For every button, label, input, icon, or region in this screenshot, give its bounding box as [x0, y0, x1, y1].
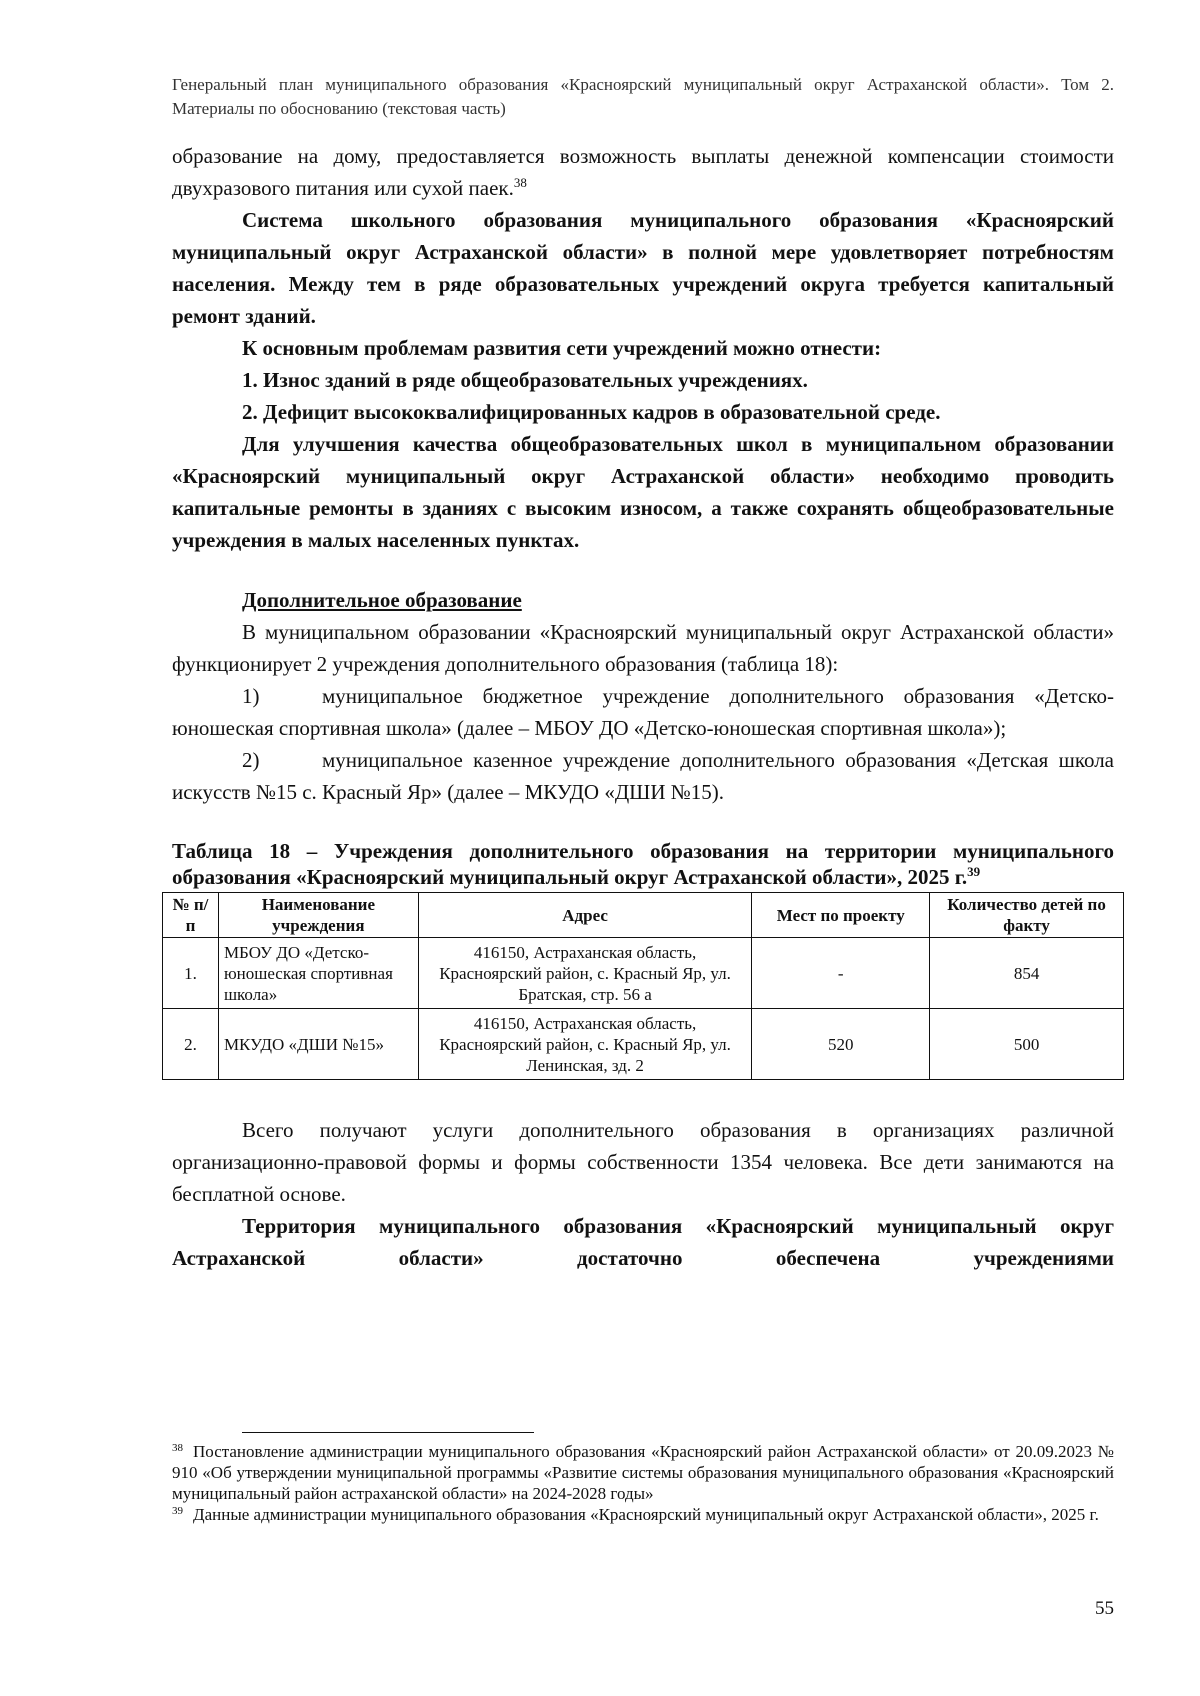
institutions-table — [162, 892, 1124, 1080]
table-caption-text: Таблица 18 – Учреждения дополнительного образования на территории муниципального образования «Красноярский муниципальный округ Астраханской области», 2025 г. — [172, 839, 1114, 889]
cell-address: 416150, Астраханская область, Красноярский район, с. Красный Яр, ул. Ленинская, зд. 2 — [418, 1009, 752, 1080]
running-header: Генеральный план муниципального образования «Красноярский муниципальный округ Астраханской области». Том 2. Материалы по обоснованию (текстовая часть) — [172, 75, 1114, 118]
header-cell-address: Адрес — [418, 893, 752, 938]
list-text: муниципальное казенное учреждение дополнительного образования «Детская школа искусств №15 с. Красный Яр» (далее – МКУДО «ДШИ №15). — [172, 748, 1114, 804]
footnote-number: 38 — [172, 1442, 183, 1454]
footnote-39 — [172, 1504, 1114, 1525]
header-cell-actual: Количество детей по факту — [930, 893, 1124, 938]
footnote-38 — [172, 1441, 1114, 1504]
list-number: 2) — [242, 748, 260, 772]
list-item — [172, 744, 1114, 808]
cell-capacity: - — [752, 938, 930, 1009]
table-header-row — [163, 893, 1124, 938]
paragraph-bold: Территория муниципального образования «Красноярский муниципальный округ Астраханской области» достаточно обеспечена учреждениями — [172, 1214, 1114, 1270]
footnotes — [172, 1441, 1114, 1525]
cell-address: 416150, Астраханская область, Красноярский район, с. Красный Яр, ул. Братская, стр. 56 а — [418, 938, 752, 1009]
cell-actual: 500 — [930, 1009, 1124, 1080]
paragraph-bold: К основным проблемам развития сети учреждений можно отнести: — [242, 336, 882, 360]
cell-capacity: 520 — [752, 1009, 930, 1080]
paragraph: Всего получают услуги дополнительного образования в организациях различной организационно-правовой формы и формы собственности 1354 человека. Все дети занимаются на бесплатной основе. — [172, 1118, 1114, 1206]
paragraph-bold: Для улучшения качества общеобразовательных школ в муниципальном образовании «Красноярский муниципальный округ Астраханской области» необходимо проводить капитальные ремонты в зданиях с высоким износом, а также сохранять общеобразовательные учреждения в малых населенных пунктах. — [172, 432, 1114, 552]
section-heading: Дополнительное образование — [242, 588, 522, 612]
footnote-ref[interactable]: 39 — [967, 864, 981, 879]
cell-number: 1. — [163, 938, 219, 1009]
problem-item: 1. Износ зданий в ряде общеобразовательных учреждениях. — [242, 368, 808, 392]
paragraph-text: образование на дому, предоставляется возможность выплаты денежной компенсации стоимости двухразового питания или сухой паек. — [172, 144, 1114, 200]
page-number: 55 — [1095, 1598, 1114, 1619]
footnote-text: Данные администрации муниципального образования «Красноярский муниципальный округ Астраханской области», 2025 г. — [193, 1505, 1099, 1524]
header-cell-capacity: Мест по проекту — [752, 893, 930, 938]
cell-name: МКУДО «ДШИ №15» — [218, 1009, 418, 1080]
list-item — [172, 680, 1114, 744]
list-number: 1) — [242, 684, 260, 708]
footnote-divider — [242, 1432, 534, 1433]
footnote-ref[interactable]: 38 — [513, 175, 527, 190]
table-row — [163, 1009, 1124, 1080]
paragraph: В муниципальном образовании «Красноярский муниципальный округ Астраханской области» функционирует 2 учреждения дополнительного образования (таблица 18): — [172, 620, 1114, 676]
header-cell-name: Наименование учреждения — [218, 893, 418, 938]
problem-item: 2. Дефицит высококвалифицированных кадров в образовательной среде. — [242, 400, 941, 424]
list-text: муниципальное бюджетное учреждение дополнительного образования «Детско-юношеская спортивная школа» (далее – МБОУ ДО «Детско-юношеская спортивная школа»); — [172, 684, 1114, 740]
paragraph-bold: Система школьного образования муниципального образования «Красноярский муниципальный округ Астраханской области» в полной мере удовлетворяет потребностям населения. Между тем в ряде образовательных учреждений округа требуется капитальный ремонт зданий. — [172, 208, 1114, 328]
header-cell-number: № п/п — [163, 893, 219, 938]
paragraph — [172, 140, 1114, 204]
footnote-number: 39 — [172, 1505, 183, 1517]
table-caption — [172, 838, 1114, 890]
table-row — [163, 938, 1124, 1009]
footnote-text: Постановление администрации муниципального образования «Красноярский район Астраханской области» от 20.09.2023 № 910 «Об утверждении муниципальной программы «Развитие системы образования муниципального образования «Красноярский муниципальный район астраханской области» на 2024-2028 годы» — [172, 1442, 1114, 1503]
cell-name: МБОУ ДО «Детско-юношеская спортивная школа» — [218, 938, 418, 1009]
cell-number: 2. — [163, 1009, 219, 1080]
document-body — [172, 140, 1114, 1274]
cell-actual: 854 — [930, 938, 1124, 1009]
